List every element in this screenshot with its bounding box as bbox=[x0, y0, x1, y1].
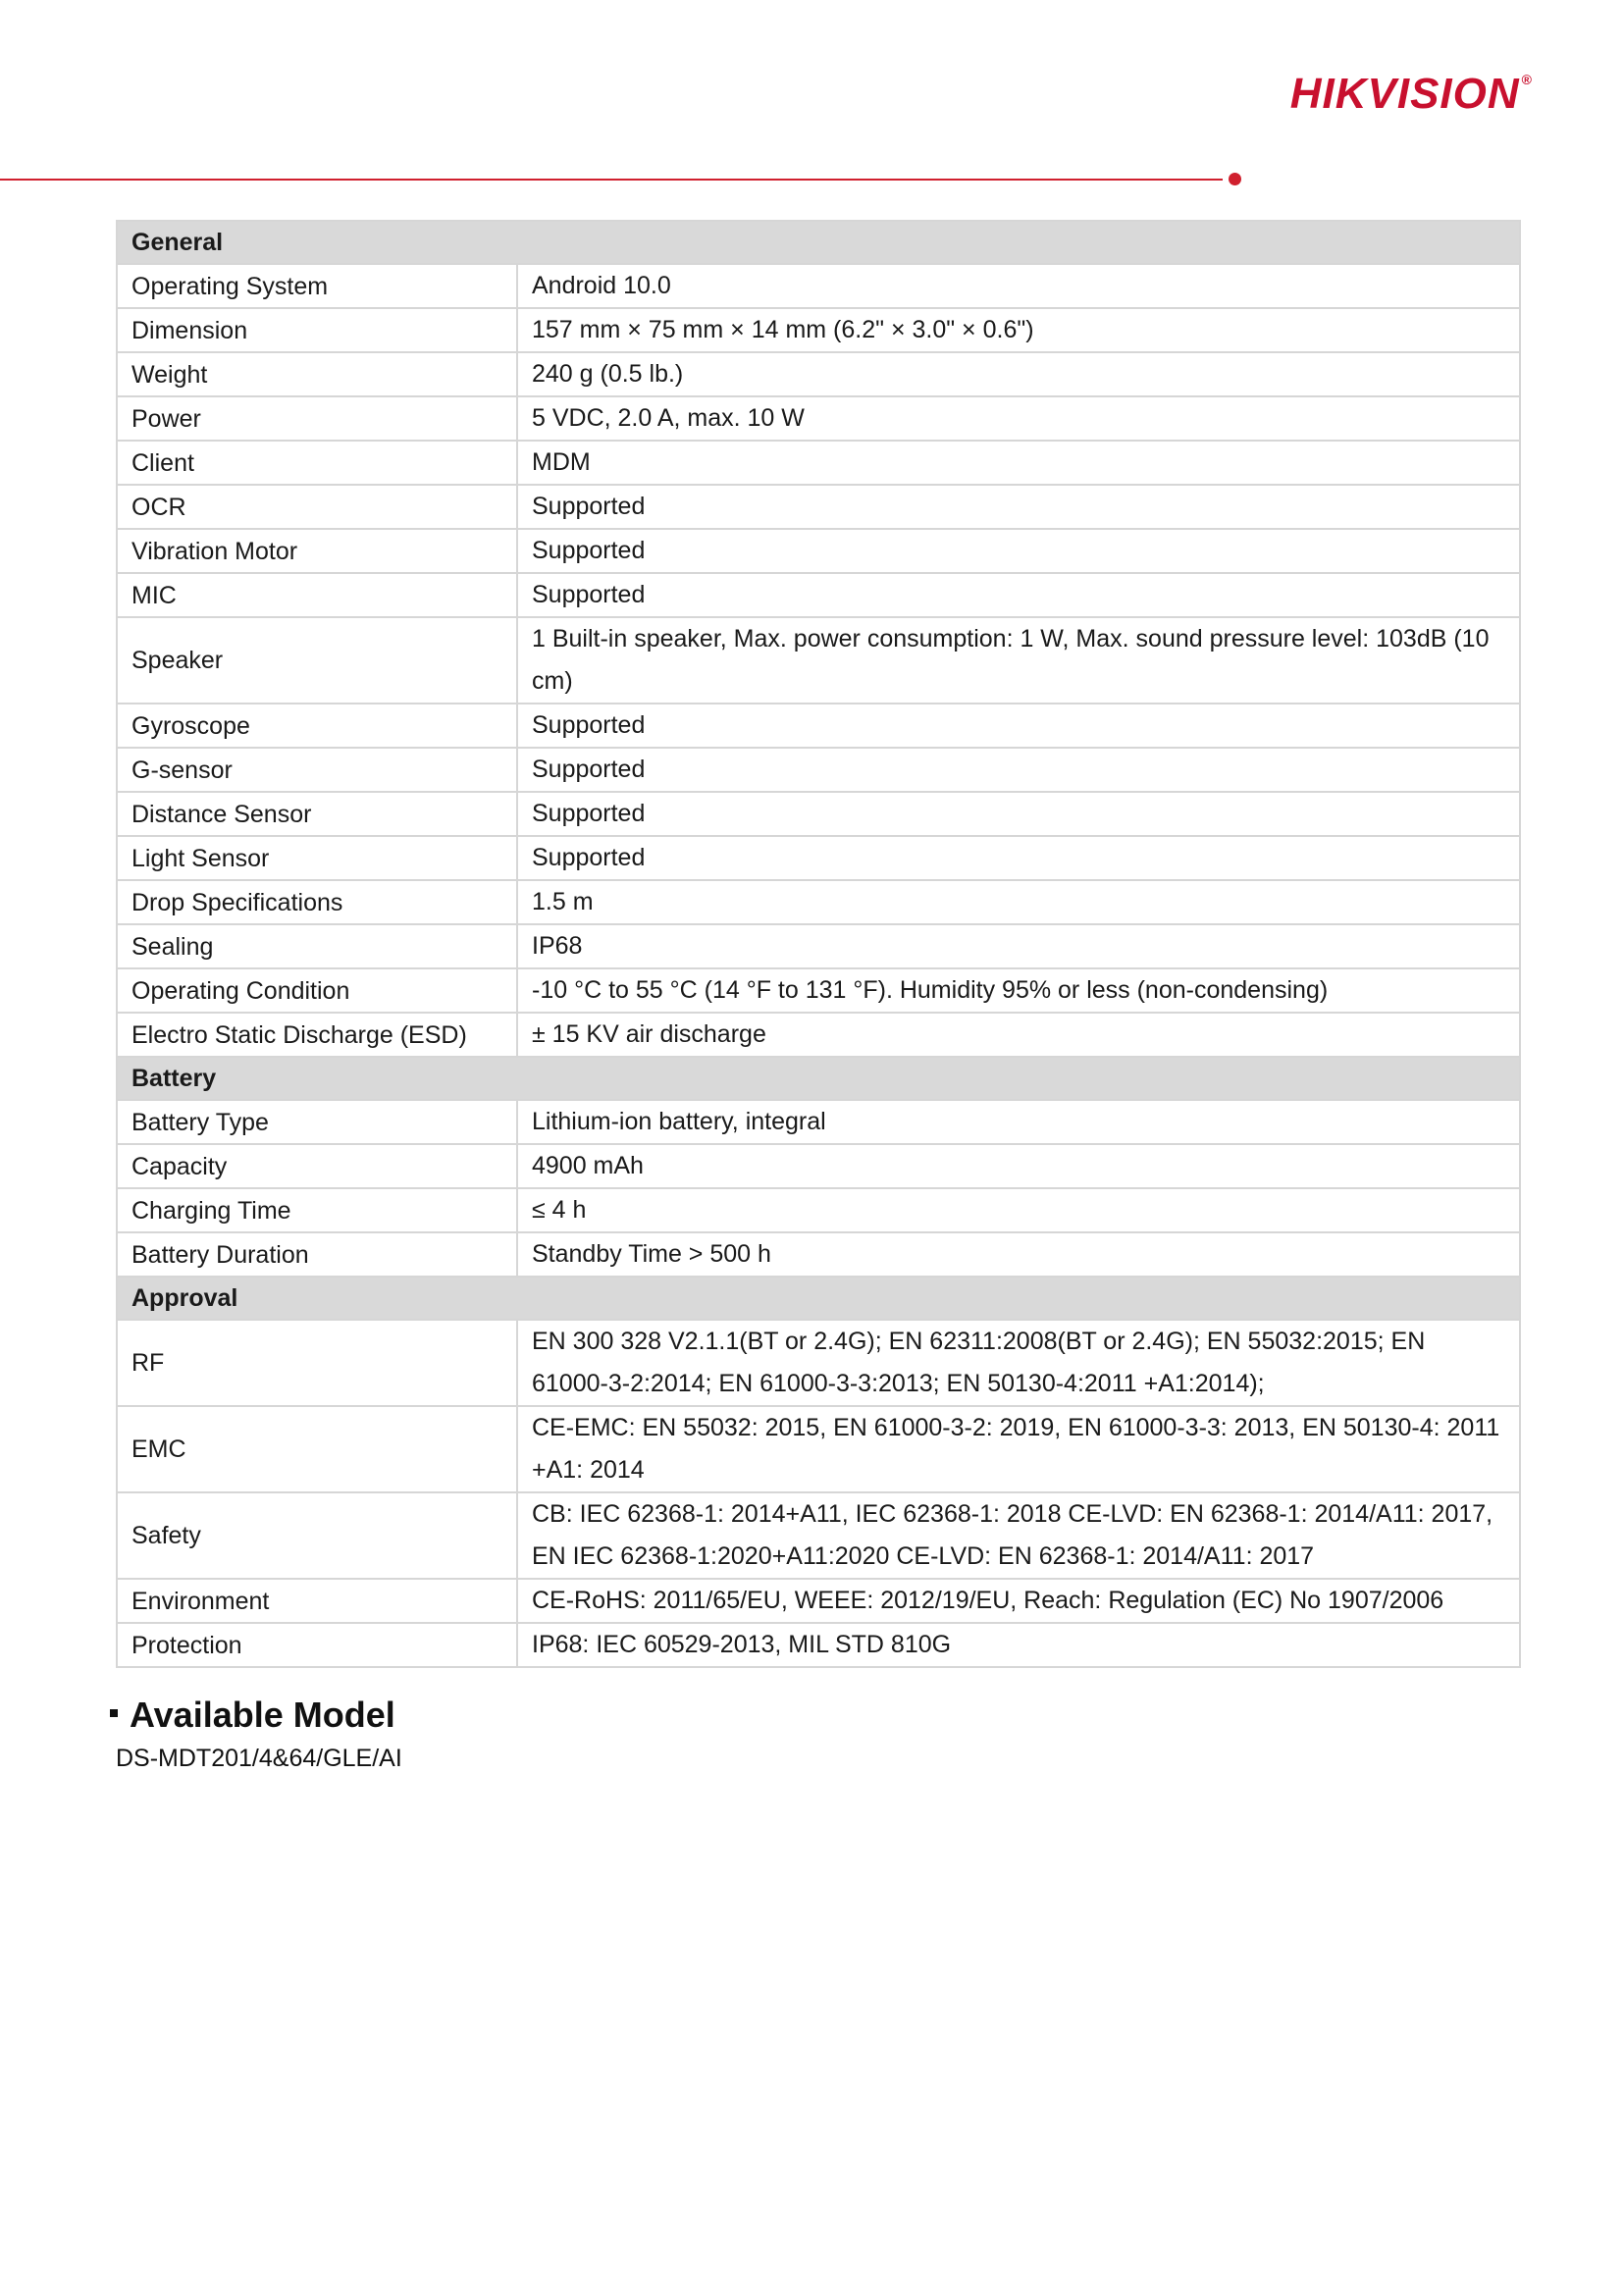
section-row bbox=[117, 1277, 1520, 1320]
spec-value: Lithium-ion battery, integral bbox=[517, 1100, 1520, 1144]
spec-label: RF bbox=[117, 1320, 517, 1406]
table-row bbox=[117, 441, 1520, 485]
spec-value: ± 15 KV air discharge bbox=[517, 1013, 1520, 1057]
table-row bbox=[117, 396, 1520, 441]
available-model-name: DS-MDT201/4&64/GLE/AI bbox=[116, 1745, 402, 1772]
header-rule-dot bbox=[1229, 173, 1241, 185]
spec-value: -10 °C to 55 °C (14 °F to 131 °F). Humidity 95% or less (non-condensing) bbox=[517, 968, 1520, 1013]
logo-trademark: ® bbox=[1521, 72, 1533, 87]
spec-value: 4900 mAh bbox=[517, 1144, 1520, 1188]
logo-vision: VISION bbox=[1367, 70, 1520, 118]
spec-label: Gyroscope bbox=[117, 704, 517, 748]
section-title: General bbox=[117, 221, 1520, 264]
spec-label: Charging Time bbox=[117, 1188, 517, 1232]
table-row bbox=[117, 1320, 1520, 1406]
logo-hik: HIK bbox=[1289, 70, 1368, 118]
spec-label: Capacity bbox=[117, 1144, 517, 1188]
spec-value: EN 300 328 V2.1.1(BT or 2.4G); EN 62311:2008(BT or 2.4G); EN 55032:2015; EN 61000-3-2:2014; EN 61000-3-3:2013; EN 50130-4:2011 +A1:2014); bbox=[517, 1320, 1520, 1406]
spec-value: IP68 bbox=[517, 924, 1520, 968]
header-rule bbox=[0, 179, 1223, 181]
spec-label: G-sensor bbox=[117, 748, 517, 792]
table-row bbox=[117, 1406, 1520, 1492]
spec-label: Light Sensor bbox=[117, 836, 517, 880]
spec-label: Environment bbox=[117, 1579, 517, 1623]
spec-value: 240 g (0.5 lb.) bbox=[517, 352, 1520, 396]
table-row bbox=[117, 308, 1520, 352]
spec-value: CE-RoHS: 2011/65/EU, WEEE: 2012/19/EU, Reach: Regulation (EC) No 1907/2006 bbox=[517, 1579, 1520, 1623]
table-row bbox=[117, 968, 1520, 1013]
spec-value: 1 Built-in speaker, Max. power consumption: 1 W, Max. sound pressure level: 103dB (10 cm) bbox=[517, 617, 1520, 704]
spec-label: Electro Static Discharge (ESD) bbox=[117, 1013, 517, 1057]
table-row bbox=[117, 1232, 1520, 1277]
spec-value: CB: IEC 62368-1: 2014+A11, IEC 62368-1: 2018 CE-LVD: EN 62368-1: 2014/A11: 2017, EN IEC 62368-1:2020+A11:2020 CE-LVD: EN 62368-1: 2014/A11: 2017 bbox=[517, 1492, 1520, 1579]
available-model-heading bbox=[110, 1695, 395, 1736]
table-row bbox=[117, 485, 1520, 529]
spec-label: Dimension bbox=[117, 308, 517, 352]
table-row bbox=[117, 573, 1520, 617]
spec-label: Battery Type bbox=[117, 1100, 517, 1144]
table-row bbox=[117, 529, 1520, 573]
spec-value: 5 VDC, 2.0 A, max. 10 W bbox=[517, 396, 1520, 441]
table-row bbox=[117, 617, 1520, 704]
table-row bbox=[117, 264, 1520, 308]
spec-label: OCR bbox=[117, 485, 517, 529]
section-row bbox=[117, 221, 1520, 264]
spec-value: CE-EMC: EN 55032: 2015, EN 61000-3-2: 2019, EN 61000-3-3: 2013, EN 50130-4: 2011 +A1: 2014 bbox=[517, 1406, 1520, 1492]
spec-value: Supported bbox=[517, 573, 1520, 617]
spec-label: Power bbox=[117, 396, 517, 441]
spec-value: Supported bbox=[517, 836, 1520, 880]
spec-value: Supported bbox=[517, 792, 1520, 836]
available-model-title: Available Model bbox=[130, 1695, 395, 1735]
section-title: Battery bbox=[117, 1057, 1520, 1100]
table-row bbox=[117, 1623, 1520, 1667]
spec-label: Battery Duration bbox=[117, 1232, 517, 1277]
table-row bbox=[117, 1100, 1520, 1144]
spec-value: Supported bbox=[517, 485, 1520, 529]
spec-label: EMC bbox=[117, 1406, 517, 1492]
spec-label: Sealing bbox=[117, 924, 517, 968]
table-row bbox=[117, 704, 1520, 748]
spec-value: 1.5 m bbox=[517, 880, 1520, 924]
spec-label: Operating System bbox=[117, 264, 517, 308]
spec-label: Client bbox=[117, 441, 517, 485]
table-row bbox=[117, 836, 1520, 880]
spec-value: ≤ 4 h bbox=[517, 1188, 1520, 1232]
spec-label: Weight bbox=[117, 352, 517, 396]
spec-value: Supported bbox=[517, 704, 1520, 748]
bullet-icon bbox=[110, 1709, 118, 1717]
table-row bbox=[117, 1013, 1520, 1057]
table-row bbox=[117, 1144, 1520, 1188]
table-row bbox=[117, 748, 1520, 792]
table-row bbox=[117, 1188, 1520, 1232]
spec-label: Drop Specifications bbox=[117, 880, 517, 924]
spec-label: Protection bbox=[117, 1623, 517, 1667]
spec-value: MDM bbox=[517, 441, 1520, 485]
spec-table-body bbox=[117, 221, 1520, 1667]
spec-value: Android 10.0 bbox=[517, 264, 1520, 308]
spec-table bbox=[116, 220, 1521, 1668]
table-row bbox=[117, 1492, 1520, 1579]
spec-label: MIC bbox=[117, 573, 517, 617]
spec-label: Speaker bbox=[117, 617, 517, 704]
table-row bbox=[117, 1579, 1520, 1623]
spec-label: Distance Sensor bbox=[117, 792, 517, 836]
table-row bbox=[117, 352, 1520, 396]
table-row bbox=[117, 792, 1520, 836]
spec-value: Standby Time > 500 h bbox=[517, 1232, 1520, 1277]
spec-value: Supported bbox=[517, 529, 1520, 573]
table-row bbox=[117, 880, 1520, 924]
table-row bbox=[117, 924, 1520, 968]
spec-label: Operating Condition bbox=[117, 968, 517, 1013]
spec-value: 157 mm × 75 mm × 14 mm (6.2" × 3.0" × 0.6") bbox=[517, 308, 1520, 352]
spec-value: IP68: IEC 60529-2013, MIL STD 810G bbox=[517, 1623, 1520, 1667]
spec-label: Vibration Motor bbox=[117, 529, 517, 573]
spec-label: Safety bbox=[117, 1492, 517, 1579]
spec-value: Supported bbox=[517, 748, 1520, 792]
section-title: Approval bbox=[117, 1277, 1520, 1320]
hikvision-logo bbox=[1289, 70, 1533, 118]
section-row bbox=[117, 1057, 1520, 1100]
